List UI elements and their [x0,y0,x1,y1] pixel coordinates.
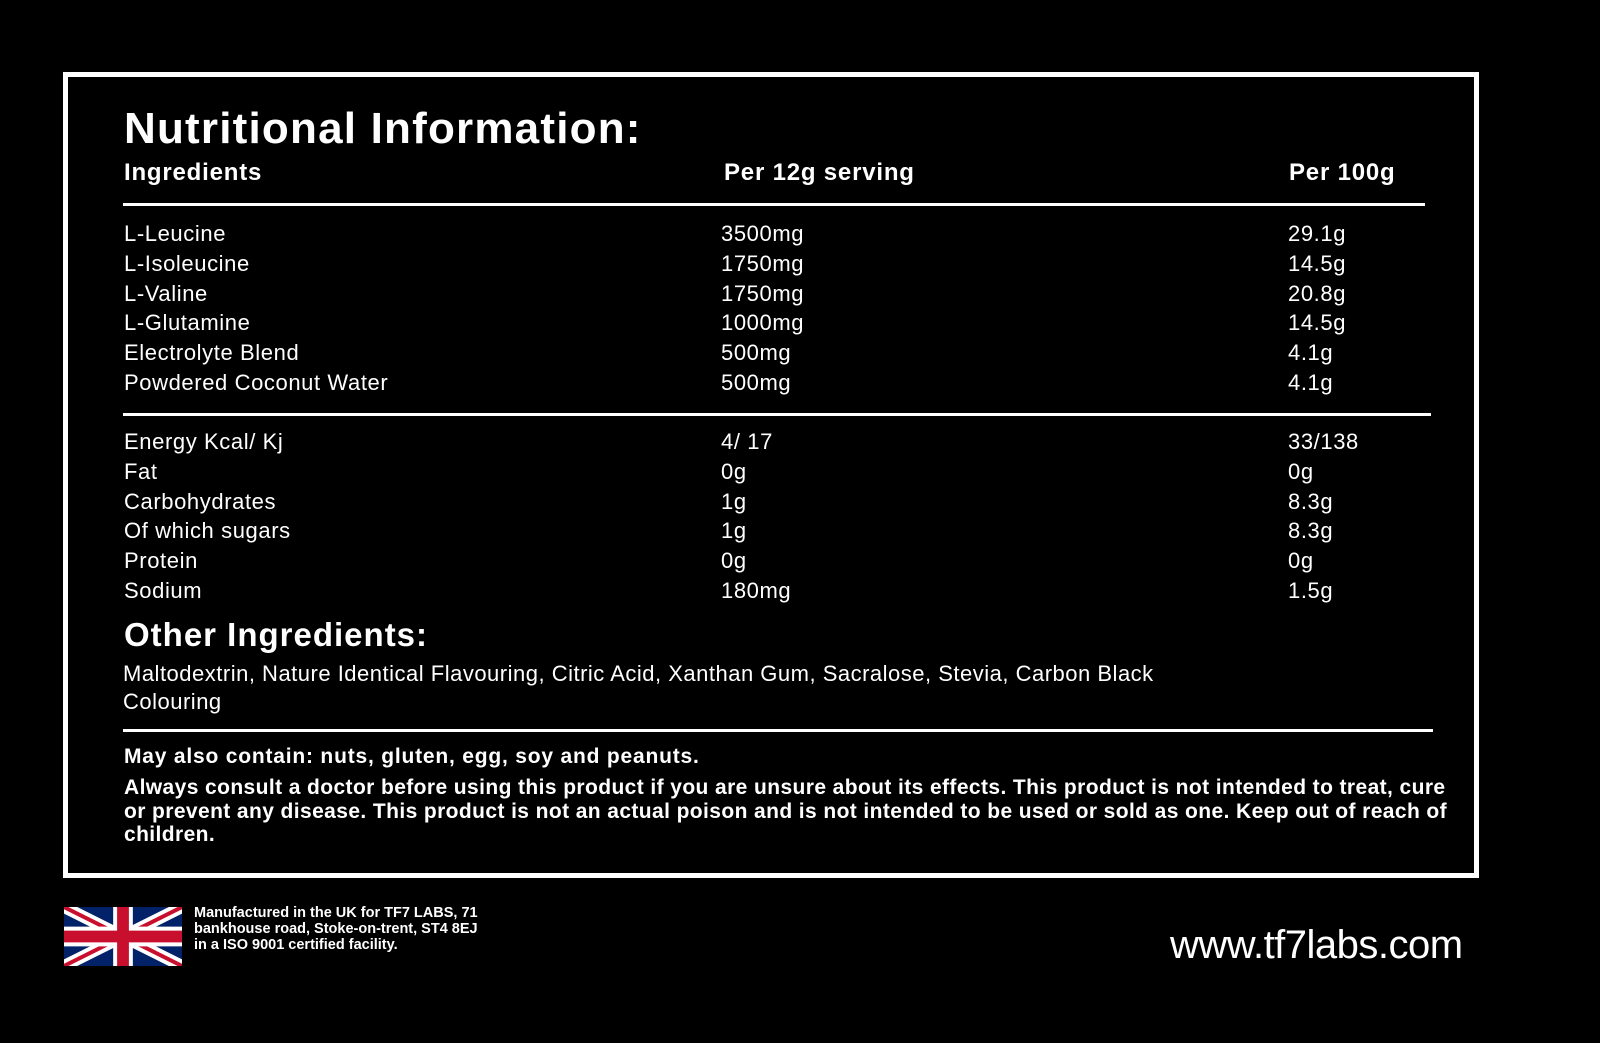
other-ingredients-text: Maltodextrin, Nature Identical Flavouring, Citric Acid, Xanthan Gum, Sacralose, Stevia, Carbon Black Colouring [123,661,1154,714]
warning-text: Always consult a doctor before using this product if you are unsure about its effects. This product is not intended to treat, cure or prevent any disease. This product is not an actual poison and is not intended to be used or sold as one. Keep out of reach of children. [124,776,1448,846]
per-100g-value: 14.5g [1288,250,1347,276]
table-row [0,249,1600,279]
uk-flag-icon [64,907,182,966]
section-divider [123,413,1431,416]
amino-table [0,219,1600,398]
per-100g-value: 33/138 [1288,429,1359,454]
per-serving-value: 4/ 17 [721,429,773,454]
ingredient-name: L-Glutamine [124,310,251,336]
table-row [0,338,1600,368]
per-100g-value: 4.1g [1288,369,1334,395]
table-row [0,516,1600,546]
per-serving-value: 0g [721,458,747,484]
other-ingredients-title: Other Ingredients: [124,616,429,653]
header-per-100g: Per 100g [1289,159,1396,186]
per-serving-value: 1000mg [721,310,805,336]
header-ingredients: Ingredients [124,159,263,186]
per-serving-value: 500mg [721,340,792,366]
header-per-serving: Per 12g serving [724,159,915,186]
per-serving-value: 3500mg [721,221,805,246]
nutrient-name: Of which sugars [124,518,291,544]
manufacturer-info: Manufactured in the UK for TF7 LABS, 71 bankhouse road, Stoke-on-trent, ST4 8EJ in a ISO 9001 certified facility. [194,905,478,953]
table-row [0,457,1600,487]
per-serving-value: 1750mg [721,250,805,276]
per-100g-value: 8.3g [1288,488,1334,514]
per-100g-value: 1.5g [1288,577,1334,603]
ingredient-name: L-Isoleucine [124,250,250,276]
per-serving-value: 1g [721,488,747,514]
warning-divider [123,729,1433,732]
table-row [0,279,1600,309]
allergen-notice: May also contain: nuts, gluten, egg, soy and peanuts. [124,745,700,768]
table-row [0,487,1600,517]
per-100g-value: 20.8g [1288,280,1347,306]
table-row [0,368,1600,398]
nutrition-table [0,427,1600,606]
per-serving-value: 1g [721,518,747,544]
page-title: Nutritional Information: [124,104,642,153]
ingredient-name: L-Leucine [124,221,227,246]
ingredient-name: L-Valine [124,280,208,306]
table-row [0,219,1600,249]
nutrient-name: Protein [124,548,198,574]
table-row [0,427,1600,457]
per-100g-value: 0g [1288,458,1314,484]
nutrient-name: Sodium [124,577,203,603]
table-row [0,308,1600,338]
per-100g-value: 29.1g [1288,221,1347,246]
header-divider [123,203,1425,206]
nutrient-name: Carbohydrates [124,488,277,514]
per-serving-value: 500mg [721,369,792,395]
ingredient-name: Electrolyte Blend [124,340,300,366]
nutrient-name: Energy Kcal/ Kj [124,429,284,454]
per-100g-value: 14.5g [1288,310,1347,336]
per-100g-value: 0g [1288,548,1314,574]
per-100g-value: 4.1g [1288,340,1334,366]
per-100g-value: 8.3g [1288,518,1334,544]
per-serving-value: 0g [721,548,747,574]
per-serving-value: 1750mg [721,280,805,306]
table-row [0,546,1600,576]
nutrient-name: Fat [124,458,158,484]
ingredient-name: Powdered Coconut Water [124,369,389,395]
website-url[interactable]: www.tf7labs.com [1170,923,1463,967]
table-row [0,576,1600,606]
per-serving-value: 180mg [721,577,792,603]
